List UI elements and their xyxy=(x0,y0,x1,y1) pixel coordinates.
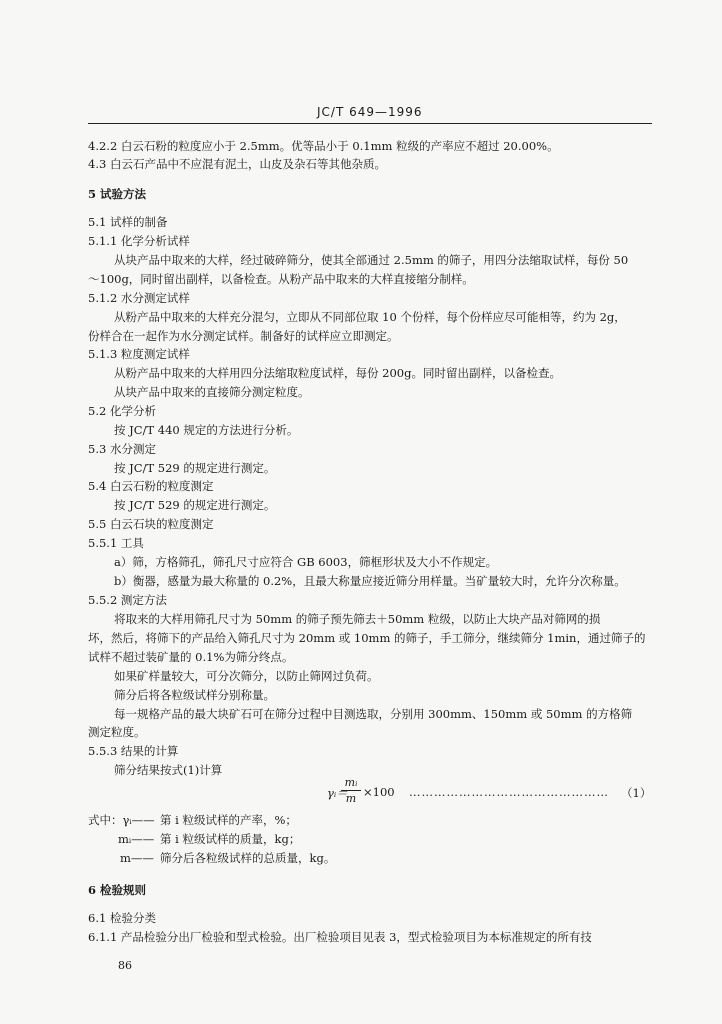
para-5-1-2-a: 从粉产品中取来的大样充分混匀，立即从不同部位取 10 个份样，每个份样应尽可能相等，约为 2g， xyxy=(114,310,626,324)
para-5-1-1-b: ～100g，同时留出副样，以备检查。从粉产品中取来的大样直接缩分制样。 xyxy=(88,272,474,286)
clause-4-2-2: 4.2.2 白云石粉的粒度应小于 2.5mm。优等品小于 0.1mm 粒级的产率应不超过 20.00%。 xyxy=(88,139,559,153)
formula-1 xyxy=(327,776,657,810)
clause-5-5-1: 5.5.1 工具 xyxy=(88,536,144,550)
legend-label: mᵢ—— xyxy=(118,832,155,846)
para-5-4: 按 JC/T 529 的规定进行测定。 xyxy=(114,498,276,512)
para-5-1-1-a: 从块产品中取来的大样，经过破碎筛分，使其全部通过 2.5mm 的筛子，用四分法缩取试样，每份 50 xyxy=(114,253,629,267)
clause-6-1: 6.1 检验分类 xyxy=(88,911,156,925)
para-5-5-2-f: 每一规格产品的最大块矿石可在筛分过程中目测选取，分别用 300mm、150mm 或 50mm 的方格筛 xyxy=(114,707,633,721)
formula-leader: ………………………………………… xyxy=(409,785,609,799)
legend-desc: 筛分后各粒级试样的总质量，kg。 xyxy=(160,851,336,865)
formula-rhs: ×100 xyxy=(363,785,395,799)
section-5-heading: 5 试验方法 xyxy=(88,187,147,201)
clause-5-5-2: 5.5.2 测定方法 xyxy=(88,593,167,607)
legend-label: 式中：γᵢ—— xyxy=(88,813,155,827)
legend-desc: 第 i 粒级试样的质量，kg； xyxy=(160,832,301,846)
clause-5-5: 5.5 白云石块的粒度测定 xyxy=(88,517,214,531)
para-5-5-2-d: 如果矿样量较大，可分次筛分，以防止筛网过负荷。 xyxy=(114,669,379,683)
item-a: a）筛，方格筛孔，筛孔尺寸应符合 GB 6003，筛框形状及大小不作规定。 xyxy=(114,555,498,569)
formula-numerator: mᵢ xyxy=(344,776,358,789)
para-5-5-2-a: 将取来的大样用筛孔尺寸为 50mm 的筛子预先筛去＋50mm 粒级，以防止大块产品对筛网的损 xyxy=(114,612,601,626)
para-5-5-2-b: 坏，然后，将筛下的产品给入筛孔尺寸为 20mm 或 10mm 的筛子，手工筛分，继续筛分 1min，通过筛子的 xyxy=(88,631,646,645)
para-5-5-2-g: 测定粒度。 xyxy=(88,725,146,739)
clause-5-1-1: 5.1.1 化学分析试样 xyxy=(88,234,190,248)
formula-denominator: m xyxy=(345,792,357,805)
clause-6-1-1: 6.1.1 产品检验分出厂检验和型式检验。出厂检验项目见表 3，型式检验项目为本标准规定的所有技 xyxy=(88,930,592,944)
clause-5-2: 5.2 化学分析 xyxy=(88,404,156,418)
para-5-3: 按 JC/T 529 的规定进行测定。 xyxy=(114,461,276,475)
section-6-heading: 6 检验规则 xyxy=(88,883,147,897)
clause-4-3: 4.3 白云石产品中不应混有泥土，山皮及杂石等其他杂质。 xyxy=(88,157,386,171)
clause-5-4: 5.4 白云石粉的粒度测定 xyxy=(88,479,214,493)
clause-5-1-2: 5.1.2 水分测定试样 xyxy=(88,291,190,305)
para-5-5-2-c: 试样不超过装矿量的 0.1%为筛分终点。 xyxy=(88,650,294,664)
clause-5-1-3: 5.1.3 粒度测定试样 xyxy=(88,347,190,361)
legend-label: m—— xyxy=(120,851,154,865)
clause-5-1: 5.1 试样的制备 xyxy=(88,215,168,229)
formula-fraction xyxy=(341,776,361,805)
para-5-1-3-b: 从块产品中取来的直接筛分测定粒度。 xyxy=(114,385,310,399)
formula-lhs: γᵢ＝ xyxy=(327,786,348,800)
item-b: b）衡器，感量为最大称量的 0.2%，且最大称量应接近筛分用样量。当矿量较大时，允许分次称量。 xyxy=(114,574,626,588)
para-5-1-3-a: 从粉产品中取来的大样用四分法缩取粒度试样，每份 200g。同时留出副样，以备检查。 xyxy=(114,366,561,380)
para-5-1-2-b: 份样合在一起作为水分测定试样。制备好的试样应立即测定。 xyxy=(88,329,399,343)
legend-desc: 第 i 粒级试样的产率，%； xyxy=(160,813,297,827)
clause-5-3: 5.3 水分测定 xyxy=(88,442,156,456)
formula-number: （1） xyxy=(621,786,652,800)
page-number: 86 xyxy=(118,959,132,972)
clause-5-5-3: 5.5.3 结果的计算 xyxy=(88,744,179,758)
header-rule xyxy=(88,123,652,124)
standard-code-header: JC/T 649—1996 xyxy=(317,105,423,119)
para-5-2: 按 JC/T 440 规定的方法进行分析。 xyxy=(114,423,299,437)
para-5-5-2-e: 筛分后将各粒级试样分别称量。 xyxy=(114,688,275,702)
para-5-5-3: 筛分结果按式(1)计算 xyxy=(114,763,223,777)
